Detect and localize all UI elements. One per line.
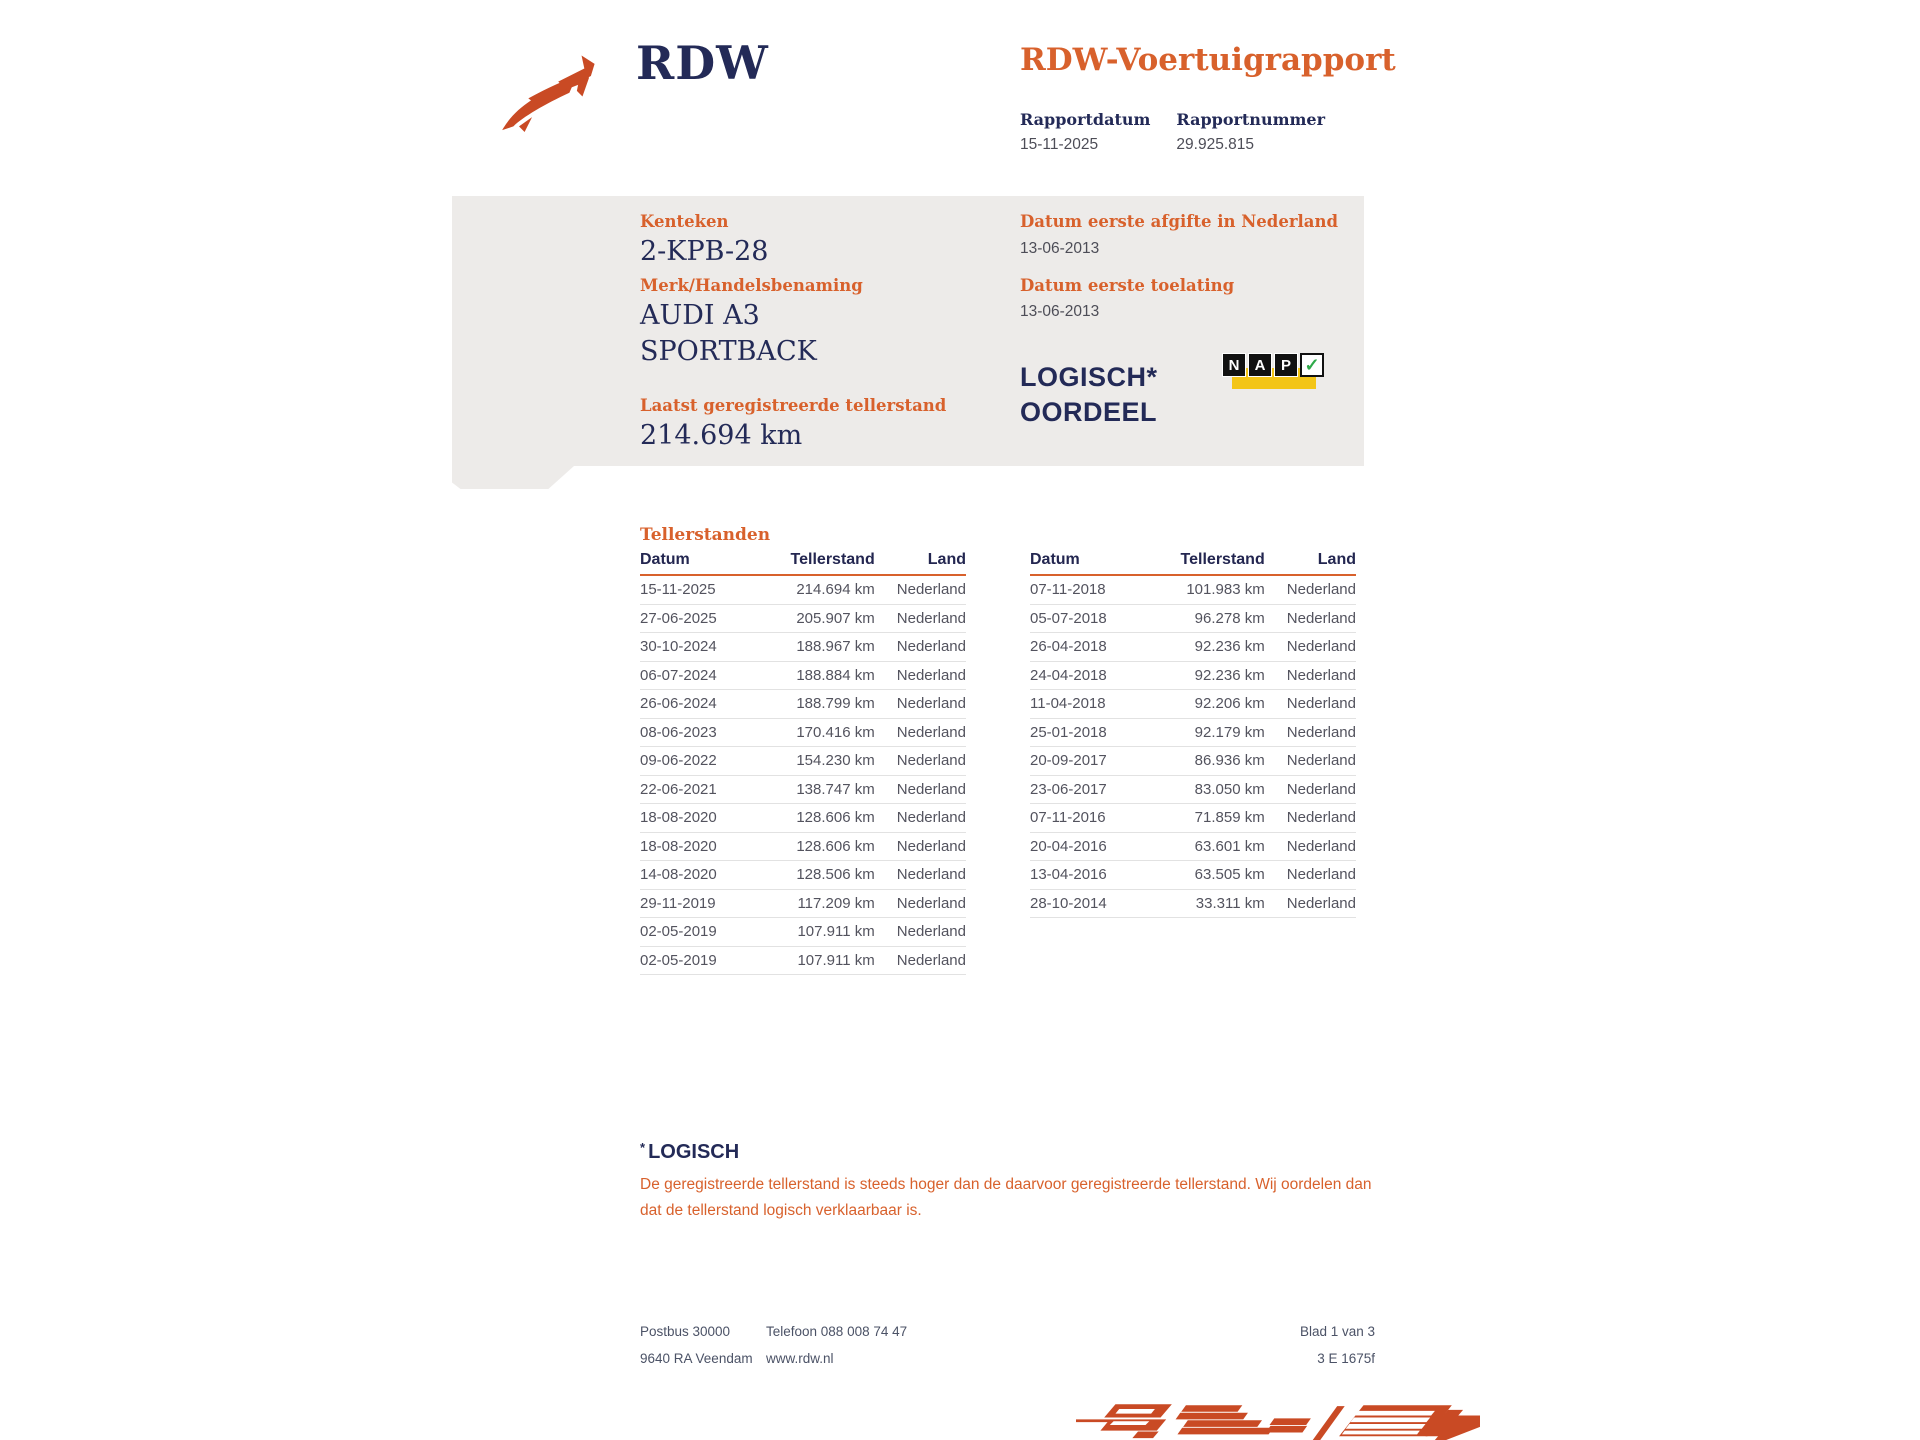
footer-page-indicator: Blad 1 van 3: [1299, 1324, 1375, 1339]
table-cell: 30-10-2024: [640, 638, 717, 656]
table-cell: 63.505 km: [1194, 866, 1265, 884]
table-cell: Nederland: [896, 780, 966, 798]
table-row: [1030, 861, 1356, 890]
logisch-explanation-title: * LOGISCH: [640, 1140, 740, 1163]
table-cell: 15-11-2025: [640, 581, 716, 599]
table-row: [640, 690, 966, 719]
table-row: [640, 947, 966, 976]
laatste-tellerstand-value: 214.694 km: [640, 420, 803, 451]
column-header-datum: Datum: [1030, 551, 1080, 568]
logisch-explanation-section: [640, 1140, 1388, 1224]
table-cell: Nederland: [896, 809, 966, 827]
table-cell: 06-07-2024: [640, 666, 717, 684]
table-cell: 117.209 km: [797, 894, 875, 912]
table-cell: Nederland: [1286, 609, 1356, 627]
table-cell: Nederland: [1286, 638, 1356, 656]
afgifte-value: 13-06-2013: [1020, 240, 1100, 257]
table-cell: 22-06-2021: [640, 780, 717, 798]
table-row: [640, 605, 966, 634]
report-number-value: 29.925.815: [1176, 136, 1254, 153]
nap-letter-n: N: [1222, 353, 1246, 377]
table-row: [1030, 719, 1356, 748]
oordeel-line2: OORDEEL: [1020, 397, 1158, 427]
table-cell: 07-11-2018: [1030, 581, 1106, 599]
table-body: [640, 576, 966, 975]
table-row: [640, 833, 966, 862]
table-cell: Nederland: [1286, 894, 1356, 912]
table-cell: 96.278 km: [1194, 609, 1265, 627]
table-cell: Nederland: [896, 752, 966, 770]
table-cell: Nederland: [1286, 666, 1356, 684]
table-cell: Nederland: [896, 723, 966, 741]
tellerstanden-table-right: [1030, 551, 1356, 918]
table-cell: Nederland: [1286, 809, 1356, 827]
table-cell: 128.506 km: [796, 866, 875, 884]
table-cell: Nederland: [1286, 723, 1356, 741]
report-meta: [1020, 110, 1325, 154]
table-cell: 29-11-2019: [640, 894, 716, 912]
nap-logo: [1222, 353, 1318, 397]
asterisk-marker: *: [640, 1140, 646, 1155]
toelating-value: 13-06-2013: [1020, 303, 1100, 320]
table-cell: Nederland: [896, 894, 966, 912]
table-row: [640, 890, 966, 919]
table-cell: 23-06-2017: [1030, 780, 1107, 798]
table-cell: 188.884 km: [796, 666, 875, 684]
table-cell: 188.967 km: [796, 638, 875, 656]
footer-phone: Telefoon 088 008 74 47: [766, 1324, 908, 1339]
table-cell: 205.907 km: [796, 609, 875, 627]
table-cell: Nederland: [896, 666, 966, 684]
table-cell: 05-07-2018: [1030, 609, 1107, 627]
table-cell: 26-06-2024: [640, 695, 717, 713]
table-cell: 11-04-2018: [1030, 695, 1106, 713]
kenteken-label: Kenteken: [640, 212, 729, 231]
table-cell: Nederland: [896, 695, 966, 713]
table-cell: 154.230 km: [796, 752, 875, 770]
table-row: [1030, 776, 1356, 805]
table-row: [640, 662, 966, 691]
table-cell: 83.050 km: [1194, 780, 1265, 798]
table-cell: 14-08-2020: [640, 866, 717, 884]
laatste-tellerstand-label: Laatst geregistreerde tellerstand: [640, 396, 947, 415]
table-cell: 33.311 km: [1195, 894, 1265, 912]
vehicle-summary-panel-tab: [452, 466, 574, 489]
table-cell: Nederland: [1286, 752, 1356, 770]
table-row: [1030, 633, 1356, 662]
report-number-block: [1176, 110, 1325, 154]
table-cell: 128.606 km: [796, 837, 875, 855]
table-row: [1030, 690, 1356, 719]
table-cell: 128.606 km: [796, 809, 875, 827]
table-row: [1030, 576, 1356, 605]
tellerstanden-section-title: Tellerstanden: [640, 525, 771, 545]
footer-website: www.rdw.nl: [766, 1351, 834, 1366]
footer-address-line1: Postbus 30000: [640, 1324, 731, 1339]
table-cell: 18-08-2020: [640, 837, 717, 855]
table-cell: 24-04-2018: [1030, 666, 1107, 684]
table-cell: 188.799 km: [796, 695, 875, 713]
merk-label: Merk/Handelsbenaming: [640, 276, 863, 295]
table-row: [640, 576, 966, 605]
oordeel-line1: LOGISCH*: [1020, 362, 1158, 392]
table-cell: 138.747 km: [796, 780, 875, 798]
table-cell: 02-05-2019: [640, 951, 717, 969]
footer-address-line2: 9640 RA Veendam: [640, 1351, 753, 1366]
table-row: [1030, 747, 1356, 776]
report-number-label: Rapportnummer: [1176, 110, 1326, 129]
nap-checkmark-icon: ✓: [1300, 353, 1324, 377]
table-cell: 86.936 km: [1194, 752, 1265, 770]
table-cell: Nederland: [896, 581, 966, 599]
table-cell: 02-05-2019: [640, 923, 717, 941]
table-cell: 20-04-2016: [1030, 837, 1107, 855]
afgifte-label: Datum eerste afgifte in Nederland: [1020, 212, 1339, 231]
table-cell: 214.694 km: [796, 581, 875, 599]
table-cell: Nederland: [896, 951, 966, 969]
oordeel-text: [1020, 360, 1158, 430]
table-cell: Nederland: [896, 923, 966, 941]
table-cell: 63.601 km: [1194, 837, 1265, 855]
table-cell: 28-10-2014: [1030, 894, 1107, 912]
table-cell: 13-04-2016: [1030, 866, 1107, 884]
table-row: [640, 747, 966, 776]
column-header-datum: Datum: [640, 551, 690, 568]
logisch-explanation-text: De geregistreerde tellerstand is steeds hoger dan de daarvoor geregistreerde tellerstand. Wij oordelen dan dat de tellerstand logisch verklaarbaar is.: [640, 1176, 1372, 1219]
table-row: [640, 804, 966, 833]
vehicle-summary-panel: [452, 196, 1364, 466]
footer-form-code: 3 E 1675f: [1317, 1351, 1375, 1366]
table-cell: 101.983 km: [1186, 581, 1265, 599]
table-body: [1030, 576, 1356, 918]
toelating-label: Datum eerste toelating: [1020, 276, 1235, 295]
footer-contact: [766, 1318, 907, 1372]
table-cell: 09-06-2022: [640, 752, 717, 770]
kenteken-value: 2-KPB-28: [640, 236, 769, 267]
table-row: [640, 776, 966, 805]
table-row: [1030, 605, 1356, 634]
table-cell: Nederland: [1286, 837, 1356, 855]
merk-value-line2: SPORTBACK: [640, 336, 817, 367]
table-cell: Nederland: [896, 638, 966, 656]
table-cell: Nederland: [896, 609, 966, 627]
table-cell: 107.911 km: [797, 923, 875, 941]
table-row: [1030, 662, 1356, 691]
table-cell: 92.236 km: [1194, 666, 1265, 684]
table-cell: 18-08-2020: [640, 809, 717, 827]
rdw-logo-wordmark: RDW: [636, 36, 769, 90]
nap-letter-a: A: [1248, 353, 1272, 377]
table-row: [1030, 804, 1356, 833]
table-cell: Nederland: [1286, 866, 1356, 884]
report-date-block: [1020, 110, 1150, 154]
column-header-land: Land: [927, 551, 966, 568]
column-header-land: Land: [1317, 551, 1356, 568]
table-row: [640, 633, 966, 662]
table-cell: 170.416 km: [796, 723, 875, 741]
table-cell: 27-06-2025: [640, 609, 717, 627]
footer-page-info: [1175, 1318, 1375, 1372]
table-header-row: [1030, 551, 1356, 576]
column-header-tellerstand: Tellerstand: [790, 551, 875, 568]
table-cell: Nederland: [1286, 695, 1356, 713]
table-cell: 92.179 km: [1194, 723, 1265, 741]
footer-address: [640, 1318, 753, 1372]
page-title: RDW-Voertuigrapport: [1020, 42, 1396, 78]
table-cell: 92.236 km: [1194, 638, 1265, 656]
report-date-label: Rapportdatum: [1020, 110, 1151, 129]
table-cell: 92.206 km: [1194, 695, 1265, 713]
table-header-row: [640, 551, 966, 576]
table-cell: 71.859 km: [1194, 809, 1265, 827]
table-cell: Nederland: [1286, 581, 1356, 599]
table-row: [1030, 890, 1356, 919]
table-cell: 08-06-2023: [640, 723, 717, 741]
table-row: [640, 719, 966, 748]
tellerstanden-table-left: [640, 551, 966, 975]
table-cell: 07-11-2016: [1030, 809, 1106, 827]
table-cell: 20-09-2017: [1030, 752, 1107, 770]
table-cell: 26-04-2018: [1030, 638, 1107, 656]
table-cell: Nederland: [1286, 780, 1356, 798]
table-row: [1030, 833, 1356, 862]
table-cell: 107.911 km: [797, 951, 875, 969]
nap-letter-p: P: [1274, 353, 1298, 377]
table-row: [640, 861, 966, 890]
table-cell: Nederland: [896, 866, 966, 884]
column-header-tellerstand: Tellerstand: [1180, 551, 1265, 568]
table-cell: Nederland: [896, 837, 966, 855]
table-cell: 25-01-2018: [1030, 723, 1107, 741]
rdw-wing-icon: [497, 48, 625, 132]
report-date-value: 15-11-2025: [1020, 136, 1099, 153]
rdw-stripes-decoration-icon: [1076, 1393, 1480, 1440]
merk-value-line1: AUDI A3: [640, 300, 760, 331]
table-row: [640, 918, 966, 947]
